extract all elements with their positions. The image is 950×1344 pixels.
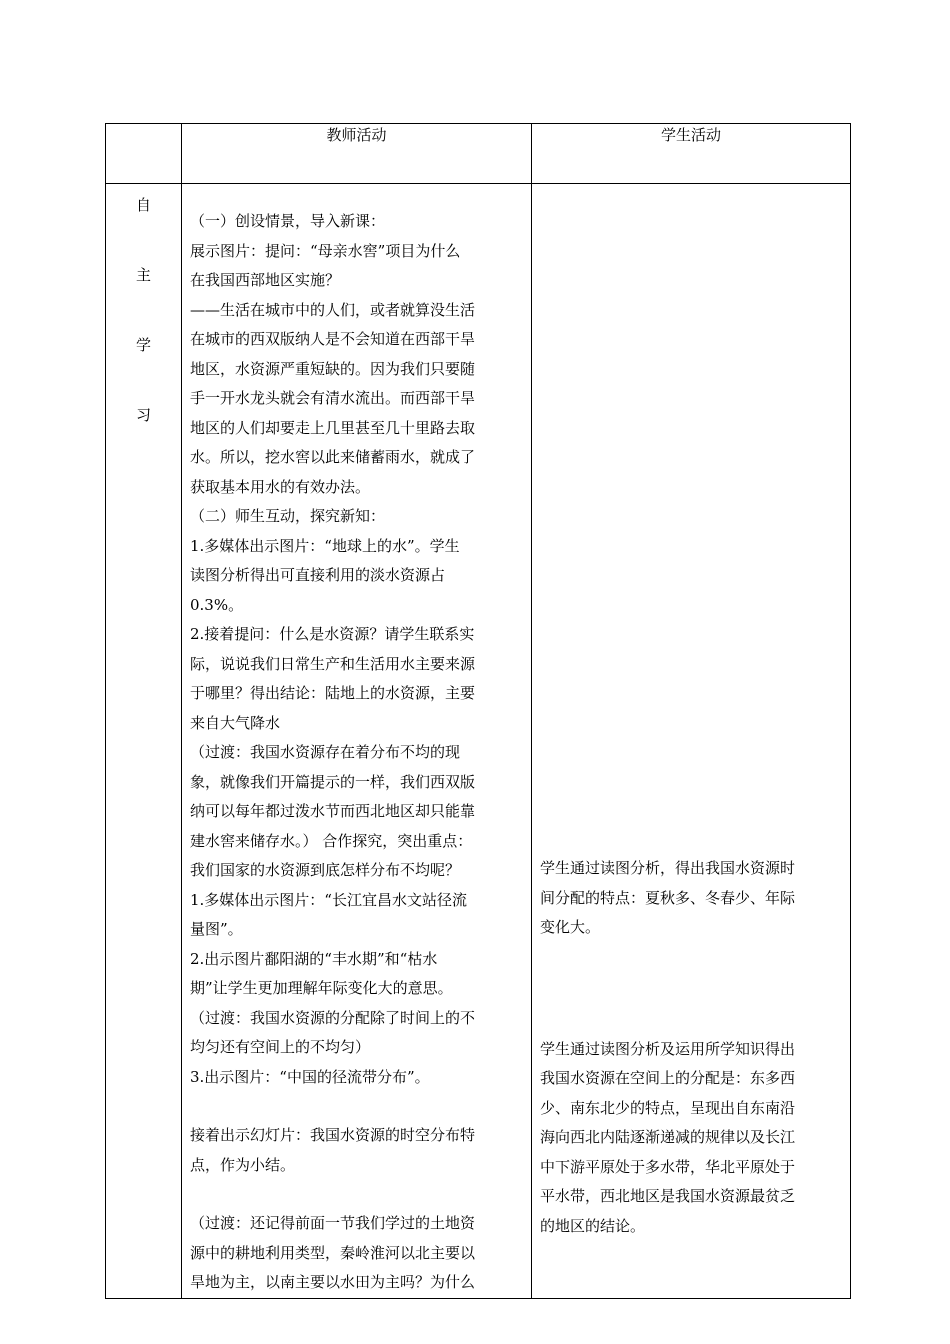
teacher-line: 2.接着提问：什么是水资源？请学生联系实 [190, 625, 475, 643]
lesson-plan-table [105, 123, 851, 1299]
teacher-blank-line [190, 1092, 523, 1121]
teacher-line: 水。所以，挖水窖以此来储蓄雨水，就成了 [190, 448, 476, 466]
teacher-line: 获取基本用水的有效办法。 [190, 477, 371, 496]
teacher-activity-cell [182, 184, 532, 1299]
teacher-line: 来自大气降水 [190, 713, 281, 732]
teacher-line: 1.多媒体出示图片：“地球上的水”。学生 [190, 536, 460, 555]
teacher-line: 源中的耕地利用类型，秦岭淮河以北主要以 [190, 1243, 476, 1262]
header-row [106, 124, 851, 184]
header-teacher-activity: 教师活动 [182, 124, 532, 184]
teacher-line: 3.出示图片：“中国的径流带分布”。 [190, 1067, 430, 1086]
student-line: 变化大。 [540, 918, 601, 936]
section-label-char: 学 [135, 336, 151, 354]
student-activity-cell [532, 184, 851, 1299]
section-label-cell [106, 184, 182, 1299]
teacher-line: 1.多媒体出示图片：“长江宜昌水文站径流 [190, 890, 467, 909]
teacher-line: 展示图片：提问：“母亲水窖”项目为什么 [190, 241, 461, 260]
teacher-line: ——生活在城市中的人们，或者就算没生活 [190, 300, 476, 319]
teacher-line: 于哪里？得出结论：陆地上的水资源，主要 [190, 684, 476, 702]
teacher-line: 建水窖来储存水。） 合作探究，突出重点： [190, 831, 473, 850]
teacher-line: 点，作为小结。 [190, 1155, 296, 1174]
header-blank-cell [106, 124, 182, 184]
student-line: 我国水资源在空间上的分配是：东多西 [540, 1069, 796, 1087]
teacher-line: 纳可以每年都过泼水节而西北地区却只能靠 [190, 802, 476, 820]
teacher-blank-line [190, 1180, 523, 1209]
student-line: 中下游平原处于多水带，华北平原处于 [540, 1157, 796, 1176]
teacher-line: （一）创设情景，导入新课： [190, 212, 386, 230]
teacher-line: （过渡：我国水资源的分配除了时间上的不 [190, 1008, 476, 1027]
student-line: 学生通过读图分析及运用所学知识得出 [540, 1039, 796, 1058]
student-line: 的地区的结论。 [540, 1216, 646, 1235]
student-note-time-distribution [540, 854, 842, 943]
teacher-line: 我们国家的水资源到底怎样分布不均呢？ [190, 861, 461, 879]
teacher-line: 2.出示图片鄱阳湖的“丰水期”和“枯水 [190, 949, 438, 968]
teacher-line: （二）师生互动，探究新知： [190, 507, 386, 525]
self-study-row [106, 184, 851, 1299]
teacher-line: 在我国西部地区实施？ [190, 271, 341, 289]
header-student-activity: 学生活动 [532, 124, 851, 184]
student-line: 少、南东北少的特点，呈现出自东南沿 [540, 1098, 796, 1117]
teacher-line: 旱地为主，以南主要以水田为主吗？为什么 [190, 1273, 476, 1291]
teacher-line: 手一开水龙头就会有清水流出。而西部干旱 [190, 389, 476, 407]
teacher-line: 期”让学生更加理解年际变化大的意思。 [190, 979, 453, 997]
teacher-line: 均匀还有空间上的不均匀） [190, 1038, 371, 1056]
section-label-char: 自 [135, 196, 151, 214]
teacher-line: 地区，水资源严重短缺的。因为我们只要随 [190, 359, 476, 378]
section-label-char: 习 [135, 406, 151, 424]
teacher-line: 在城市的西双版纳人是不会知道在西部干旱 [190, 330, 476, 348]
teacher-line: 接着出示幻灯片：我国水资源的时空分布特 [190, 1126, 476, 1144]
student-line: 学生通过读图分析，得出我国水资源时 [540, 859, 796, 877]
teacher-line: 0.3%。 [190, 595, 244, 614]
teacher-line: 读图分析得出可直接利用的淡水资源占 [190, 566, 446, 584]
section-label-char: 主 [135, 266, 151, 284]
student-line: 海向西北内陆逐渐递减的规律以及长江 [540, 1128, 796, 1146]
teacher-line: 际，说说我们日常生产和生活用水主要来源 [190, 654, 476, 673]
teacher-line: 量图”。 [190, 920, 243, 938]
student-line: 平水带，西北地区是我国水资源最贫乏 [540, 1187, 796, 1205]
teacher-line: （过渡：我国水资源存在着分布不均的现 [190, 743, 461, 761]
student-note-space-distribution [540, 1035, 842, 1242]
teacher-line: 地区的人们却要走上几里甚至几十里路去取 [190, 418, 476, 437]
teacher-line: （过渡：还记得前面一节我们学过的土地资 [190, 1214, 476, 1232]
student-line: 间分配的特点：夏秋多、冬春少、年际 [540, 888, 796, 907]
teacher-line: 象，就像我们开篇提示的一样，我们西双版 [190, 772, 476, 791]
